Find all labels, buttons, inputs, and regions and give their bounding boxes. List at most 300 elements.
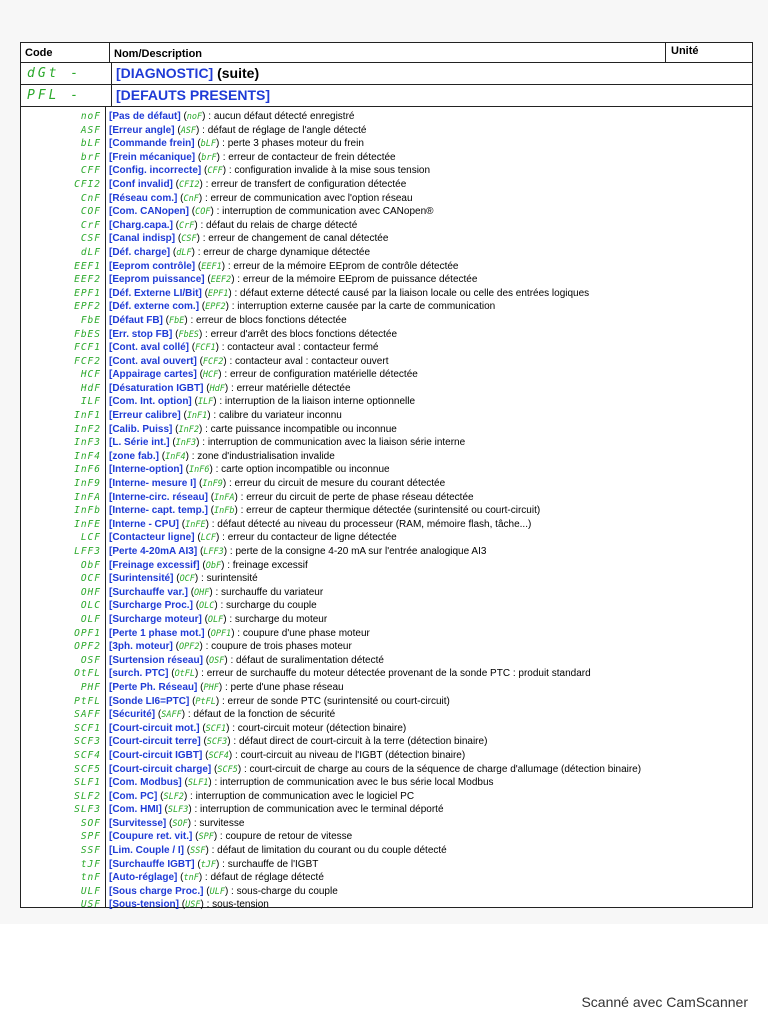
fault-code: OHF xyxy=(80,586,101,598)
fault-name: [Déf. charge] xyxy=(109,246,171,258)
fault-row: [Interne- mesure I] (InF9) : erreur du circuit de mesure du courant détectée xyxy=(109,478,446,490)
fault-code: HdF xyxy=(80,382,101,394)
fault-code-inline: FCF2 xyxy=(202,356,224,367)
fault-description: : défaut de suralimentation détecté xyxy=(230,654,384,666)
fault-row: [Erreur angle] (ASF) : défaut de réglage de l'angle détecté xyxy=(109,124,367,136)
fault-code-inline: CSF xyxy=(181,234,197,245)
fault-code-inline: PHF xyxy=(203,682,219,693)
fault-row: [Sonde LI6=PTC] (PtFL) : erreur de sonde PTC (surintensité ou court-circuit) xyxy=(109,695,450,707)
fault-description: : sous-charge du couple xyxy=(231,885,338,897)
fault-row: [Interne-option] (InF6) : carte option incompatible ou inconnue xyxy=(109,464,390,476)
fault-code-inline: tJF xyxy=(200,859,217,870)
fault-row: [Appairage cartes] (HCF) : erreur de configuration matérielle détectée xyxy=(109,369,418,381)
fault-code-inline: EEF2 xyxy=(210,275,232,286)
fault-name: [Erreur angle] xyxy=(109,124,175,136)
fault-description: : erreur de configuration matérielle détectée xyxy=(224,369,418,381)
fault-row: [Contacteur ligne] (LCF) : erreur du contacteur de ligne détectée xyxy=(109,532,397,544)
fault-description: : défaut de réglage de l'angle détecté xyxy=(202,124,367,136)
fault-code-inline: InFb xyxy=(214,506,235,517)
fault-code: InFE xyxy=(74,518,101,530)
fault-code: OSF xyxy=(80,654,101,666)
fault-code: EEF1 xyxy=(74,260,101,272)
code-column xyxy=(21,107,106,911)
fault-description: : surchauffe du variateur xyxy=(215,586,324,598)
fault-code: brF xyxy=(80,151,101,163)
fault-description: : perte 3 phases moteur du frein xyxy=(222,138,364,150)
fault-row: [L. Série int.] (InF3) : interruption de communication avec la liaison série interne xyxy=(109,437,466,449)
fault-description: : court-circuit moteur (détection binaire) xyxy=(232,722,407,734)
fault-code-inline: EEF1 xyxy=(201,261,222,272)
fault-description: : court-circuit de charge au cours de la séquence de charge d'allumage (détection binaire) xyxy=(243,763,642,775)
fault-name: [Calib. Puiss] xyxy=(109,423,173,435)
fault-code: LCF xyxy=(80,532,101,544)
fault-code-inline: SCF5 xyxy=(217,764,238,775)
fault-name: [Défaut FB] xyxy=(109,314,163,326)
fault-name: [Interne- mesure I] xyxy=(109,478,197,490)
fault-name: [Config. incorrecte] xyxy=(109,165,202,177)
fault-code: FCF1 xyxy=(74,342,101,354)
fault-name: [Freinage excessif] xyxy=(109,559,200,571)
fault-code-inline: EPF1 xyxy=(207,288,229,299)
fault-code-inline: OLF xyxy=(207,614,224,625)
fault-row: [Com. HMI] (SLF3) : interruption de communication avec le terminal déporté xyxy=(109,804,444,816)
fault-row: [Coupure ret. vit.] (SPF) : coupure de retour de vitesse xyxy=(109,831,353,843)
fault-row: [Défaut FB] (FbE) : erreur de blocs fonctions détectée xyxy=(109,314,347,326)
fault-description: : erreur de capteur thermique détectée (surintensité ou court-circuit) xyxy=(240,505,541,517)
fault-code: InF4 xyxy=(74,450,101,462)
fault-code: InF9 xyxy=(74,478,101,490)
fault-code-inline: PtFL xyxy=(195,696,216,707)
fault-name: [Com. CANopen] xyxy=(109,206,189,218)
fault-code: InFA xyxy=(74,491,101,503)
fault-code-inline: SCF3 xyxy=(206,737,228,748)
fault-name: [Frein mécanique] xyxy=(109,151,196,163)
header-code: Code xyxy=(21,43,110,62)
fault-code-inline: USF xyxy=(185,900,201,911)
fault-row: [Pas de défaut] (noF) : aucun défaut détecté enregistré xyxy=(109,111,355,122)
fault-code-inline: SCF4 xyxy=(208,750,229,761)
fault-code: InF2 xyxy=(74,423,101,435)
fault-description: : défaut de limitation du courant ou du couple détecté xyxy=(211,845,447,857)
fault-row: [Config. incorrecte] (CFF) : configuration invalide à la mise sous tension xyxy=(109,165,431,177)
fault-row: [Perte Ph. Réseau] (PHF) : perte d'une phase réseau xyxy=(109,681,344,693)
fault-code-inline: FbE xyxy=(169,315,185,326)
fault-row: [Conf invalid] (CFI2) : erreur de transfert de configuration détectée xyxy=(109,178,407,190)
fault-row: [Charg.capa.] (CrF) : défaut du relais de charge détecté xyxy=(109,219,358,231)
fault-name: [Appairage cartes] xyxy=(109,369,197,381)
fault-name: [zone fab.] xyxy=(109,450,159,462)
fault-name: [Charg.capa.] xyxy=(109,219,173,231)
fault-code: CrF xyxy=(80,219,101,231)
fault-description: : erreur du circuit de perte de phase réseau détectée xyxy=(240,491,474,503)
fault-description: : erreur de transfert de configuration détectée xyxy=(205,178,407,190)
fault-code: SOF xyxy=(80,817,101,829)
fault-description: : coupure d'une phase moteur xyxy=(237,627,370,639)
fault-description: : survitesse xyxy=(193,817,245,829)
fault-code-inline: ULF xyxy=(209,886,225,897)
fault-code: CFF xyxy=(80,165,101,177)
fault-name: [Eeprom contrôle] xyxy=(109,260,196,272)
fault-code-inline: InF3 xyxy=(175,438,197,449)
fault-row: [Calib. Puiss] (InF2) : carte puissance incompatible ou inconnue xyxy=(109,423,397,435)
fault-name: [Interne - CPU] xyxy=(109,518,179,530)
fault-row: [Perte 1 phase mot.] (OPF1) : coupure d'une phase moteur xyxy=(109,627,370,639)
description-column xyxy=(106,107,752,911)
fault-code: tnF xyxy=(80,872,101,884)
fault-row: [Lim. Couple / I] (SSF) : défaut de limitation du courant ou du couple détecté xyxy=(109,845,447,857)
fault-description: : défaut de réglage détecté xyxy=(204,872,324,884)
fault-row: [Interne- capt. temp.] (InFb) : erreur de capteur thermique détectée (surintensité ou court-circuit) xyxy=(109,505,541,517)
fault-row: [Com. Int. option] (ILF) : interruption de la liaison interne optionnelle xyxy=(109,396,416,408)
fault-code: OLF xyxy=(80,613,101,625)
fault-row: [Déf. externe com.] (EPF2) : interruption externe causée par la carte de communication xyxy=(109,301,496,313)
fault-description: : erreur du contacteur de ligne détectée xyxy=(222,532,397,544)
fault-code-inline: OPF1 xyxy=(210,628,232,639)
fault-code-inline: InF6 xyxy=(188,465,210,476)
fault-code: CFI2 xyxy=(74,178,101,190)
fault-description: : interruption de communication avec le terminal déporté xyxy=(194,804,444,816)
fault-row: [Surchauffe var.] (OHF) : surchauffe du variateur xyxy=(109,586,324,598)
fault-description: : interruption de communication avec le bus série local Modbus xyxy=(214,777,494,789)
fault-name: [Désaturation IGBT] xyxy=(109,382,204,394)
fault-row: [Déf. charge] (dLF) : erreur de charge dynamique détectée xyxy=(109,246,371,258)
fault-name: [Cont. aval ouvert] xyxy=(109,355,197,367)
fault-code: noF xyxy=(80,111,101,122)
fault-code-inline: HCF xyxy=(202,370,219,381)
fault-name: [Auto-réglage] xyxy=(109,872,178,884)
fault-description: : erreur de communication avec l'option réseau xyxy=(204,192,413,204)
fault-code-inline: OLC xyxy=(199,601,215,612)
fault-code-inline: SLF2 xyxy=(163,791,184,802)
fault-code: USF xyxy=(80,899,101,911)
fault-description: : contacteur aval : contacteur fermé xyxy=(221,342,379,354)
fault-row: [Surtension réseau] (OSF) : défaut de suralimentation détecté xyxy=(109,654,384,666)
fault-code: SLF2 xyxy=(74,790,101,802)
fault-code-inline: InF1 xyxy=(186,411,208,422)
fault-name: [Coupure ret. vit.] xyxy=(109,831,193,843)
fault-row: [Commande frein] (bLF) : perte 3 phases moteur du frein xyxy=(109,138,364,150)
fault-code-inline: InFE xyxy=(185,519,206,530)
fault-code-inline: noF xyxy=(186,112,203,122)
fault-code: SSF xyxy=(80,845,101,857)
header-name: Nom/Description xyxy=(110,43,666,62)
fault-code: SCF1 xyxy=(74,722,101,734)
fault-code: OLC xyxy=(80,600,101,612)
fault-description: : erreur de contacteur de frein détectée xyxy=(222,151,396,163)
fault-name: [Sonde LI6=PTC] xyxy=(109,695,190,707)
fault-row: [Com. PC] (SLF2) : interruption de communication avec le logiciel PC xyxy=(109,790,415,802)
fault-code: CSF xyxy=(80,233,101,245)
fault-code: SCF5 xyxy=(74,763,101,775)
fault-description: : surintensité xyxy=(201,573,258,585)
fault-row: [Cont. aval collé] (FCF1) : contacteur aval : contacteur fermé xyxy=(109,342,379,354)
fault-code: PHF xyxy=(80,681,101,693)
fault-description: : carte option incompatible ou inconnue xyxy=(215,464,390,476)
table-body xyxy=(21,107,752,911)
fault-name: [Surchauffe var.] xyxy=(109,586,188,598)
fault-description: : coupure de retour de vitesse xyxy=(219,831,353,843)
fault-row: [Sous charge Proc.] (ULF) : sous-charge du couple xyxy=(109,885,338,897)
fault-row: [Eeprom puissance] (EEF2) : erreur de la mémoire EEprom de puissance détectée xyxy=(109,274,478,286)
fault-code: ObF xyxy=(80,559,101,571)
fault-code: CnF xyxy=(80,192,101,204)
fault-row: [Court-circuit mot.] (SCF1) : court-circuit moteur (détection binaire) xyxy=(109,722,407,734)
fault-code: FCF2 xyxy=(74,355,101,367)
fault-name: [Perte 1 phase mot.] xyxy=(109,627,205,639)
fault-name: [Survitesse] xyxy=(109,817,167,829)
fault-code-inline: SAFF xyxy=(161,710,182,721)
fault-code-inline: OSF xyxy=(209,655,225,666)
fault-row: [Frein mécanique] (brF) : erreur de contacteur de frein détectée xyxy=(109,151,396,163)
fault-code-inline: brF xyxy=(201,152,217,163)
section-title: [DIAGNOSTIC] xyxy=(116,65,214,81)
scanner-footer: Scanné avec CamScanner xyxy=(581,994,748,1010)
fault-name: [Court-circuit mot.] xyxy=(109,722,200,734)
fault-description: : erreur de changement de canal détectée xyxy=(202,233,389,245)
fault-description: : sous-tension xyxy=(206,899,269,911)
fault-description: : interruption de la liaison interne optionnelle xyxy=(219,396,416,408)
fault-description: : perte de la consigne 4-20 mA sur l'entrée analogique AI3 xyxy=(229,546,487,557)
fault-code-inline: ObF xyxy=(205,560,222,571)
fault-code-inline: SSF xyxy=(190,846,206,857)
fault-row: [Désaturation IGBT] (HdF) : erreur matérielle détectée xyxy=(109,382,351,394)
fault-code-inline: SCF1 xyxy=(205,723,227,734)
fault-description: : erreur de blocs fonctions détectée xyxy=(190,314,347,326)
fault-code: ILF xyxy=(80,396,101,408)
fault-row: [Déf. Externe LI/Bit] (EPF1) : défaut externe détecté causé par la liaison locale ou celle des entrées logiques xyxy=(109,287,590,299)
fault-code: OtFL xyxy=(74,668,101,680)
fault-description: : défaut de la fonction de sécurité xyxy=(187,709,336,721)
fault-code: SAFF xyxy=(74,709,101,721)
fault-code-inline: ILF xyxy=(197,397,214,408)
fault-name: [3ph. moteur] xyxy=(109,641,173,653)
fault-row: [Sécurité] (SAFF) : défaut de la fonction de sécurité xyxy=(109,709,336,721)
fault-code-inline: LCF xyxy=(200,533,217,544)
fault-name: [Contacteur ligne] xyxy=(109,532,195,544)
fault-name: [Court-circuit terre] xyxy=(109,736,201,748)
fault-name: [Pas de défaut] xyxy=(109,111,181,122)
section-title: [DEFAUTS PRESENTS] xyxy=(116,87,271,103)
fault-code: InF1 xyxy=(74,410,101,422)
table-header xyxy=(21,43,752,63)
fault-code-inline: OPF2 xyxy=(179,642,200,653)
fault-code: InFb xyxy=(74,505,101,517)
section-suffix: (suite) xyxy=(213,65,260,81)
fault-description: : interruption externe causée par la carte de communication xyxy=(231,301,496,313)
fault-code: FbE xyxy=(80,314,101,326)
fault-code: bLF xyxy=(80,138,101,150)
fault-row: [Com. Modbus] (SLF1) : interruption de communication avec le bus série local Modbus xyxy=(109,777,494,789)
section-code: PFL - xyxy=(21,85,112,106)
fault-row: [Surcharge moteur] (OLF) : surcharge du moteur xyxy=(109,613,328,625)
fault-name: [Perte Ph. Réseau] xyxy=(109,681,198,693)
fault-description: : erreur de la mémoire EEprom de contrôle détectée xyxy=(227,260,459,272)
fault-row: [Interne - CPU] (InFE) : défaut détecté au niveau du processeur (RAM, mémoire flash, tâche...) xyxy=(109,518,532,530)
fault-description: : erreur du circuit de mesure du courant détectée xyxy=(228,478,446,490)
fault-description: : erreur matérielle détectée xyxy=(231,382,351,394)
fault-code: ULF xyxy=(80,885,101,897)
fault-code: dLF xyxy=(80,246,101,258)
fault-description: : surcharge du couple xyxy=(220,600,317,612)
fault-name: [Com. Int. option] xyxy=(109,396,192,408)
fault-description: : erreur de charge dynamique détectée xyxy=(197,246,371,258)
fault-row: [Surcharge Proc.] (OLC) : surcharge du couple xyxy=(109,600,317,612)
fault-description: : erreur d'arrêt des blocs fonctions détectée xyxy=(205,328,398,340)
fault-code-inline: HdF xyxy=(209,383,225,394)
section-defauts-presents xyxy=(21,85,752,107)
fault-code: EEF2 xyxy=(74,274,101,286)
fault-row: [surch. PTC] (OtFL) : erreur de surchauffe du moteur détectée provenant de la sonde PTC : produit standard xyxy=(109,668,591,680)
fault-table xyxy=(20,42,753,911)
fault-code-inline: dLF xyxy=(176,247,192,258)
fault-description: : défaut direct de court-circuit à la terre (détection binaire) xyxy=(233,736,488,748)
fault-code: FbES xyxy=(74,328,101,340)
fault-description: : défaut du relais de charge détecté xyxy=(200,219,358,231)
fault-description: : calibre du variateur inconnu xyxy=(213,410,342,422)
fault-description: : configuration invalide à la mise sous tension xyxy=(228,165,431,177)
fault-name: [Sous-tension] xyxy=(109,899,179,911)
fault-row: [3ph. moteur] (OPF2) : coupure de trois phases moteur xyxy=(109,641,352,653)
fault-description: : interruption de communication avec le logiciel PC xyxy=(190,790,415,802)
fault-code: SLF1 xyxy=(74,777,101,789)
fault-name: [Déf. externe com.] xyxy=(109,301,200,313)
fault-name: [Conf invalid] xyxy=(109,178,173,190)
fault-row: [Réseau com.] (CnF) : erreur de communication avec l'option réseau xyxy=(109,192,413,204)
fault-row: [Sous-tension] (USF) : sous-tension xyxy=(109,899,269,911)
fault-code: LFF3 xyxy=(74,546,101,557)
fault-name: [Interne-option] xyxy=(109,464,183,476)
fault-code-inline: CFF xyxy=(207,166,223,177)
fault-description: : contacteur aval : contacteur ouvert xyxy=(229,355,389,367)
fault-name: [Com. PC] xyxy=(109,790,158,802)
fault-name: [Lim. Couple / I] xyxy=(109,845,184,857)
fault-code-inline: FbES xyxy=(178,329,199,340)
fault-code-inline: LFF3 xyxy=(203,547,224,557)
fault-code-inline: CrF xyxy=(179,220,195,231)
fault-description: : interruption de communication avec la liaison série interne xyxy=(202,437,466,449)
fault-row: [Canal indisp] (CSF) : erreur de changement de canal détectée xyxy=(109,233,389,245)
fault-code: SPF xyxy=(80,831,101,843)
fault-code: SLF3 xyxy=(74,804,101,816)
fault-row: [Auto-réglage] (tnF) : défaut de réglage détecté xyxy=(109,872,324,884)
fault-code-inline: COF xyxy=(195,207,211,218)
fault-code: OCF xyxy=(80,573,101,585)
fault-name: [Com. HMI] xyxy=(109,804,162,816)
fault-description: : perte d'une phase réseau xyxy=(224,681,344,693)
fault-code-inline: EPF2 xyxy=(205,302,226,313)
fault-row: [Court-circuit charge] (SCF5) : court-circuit de charge au cours de la séquence de charge d'allumage (détection binaire) xyxy=(109,763,642,775)
fault-name: [Surintensité] xyxy=(109,573,174,585)
fault-row: [Erreur calibre] (InF1) : calibre du variateur inconnu xyxy=(109,410,342,422)
fault-name: [Commande frein] xyxy=(109,138,195,150)
fault-name: [Court-circuit IGBT] xyxy=(109,749,203,761)
fault-code: EPF1 xyxy=(74,287,101,299)
fault-code: tJF xyxy=(80,858,101,870)
fault-description: : erreur de la mémoire EEprom de puissance détectée xyxy=(237,274,478,286)
fault-code-inline: CFI2 xyxy=(179,179,200,190)
fault-code-inline: ASF xyxy=(180,125,197,136)
fault-code-inline: FCF1 xyxy=(195,343,216,354)
fault-description: : freinage excessif xyxy=(227,559,308,571)
fault-name: [surch. PTC] xyxy=(109,668,169,680)
fault-description: : interruption de communication avec CANopen® xyxy=(216,206,434,218)
fault-name: [Perte 4-20mA AI3] xyxy=(109,546,198,557)
fault-row: [Surchauffe IGBT] (tJF) : surchauffe de l'IGBT xyxy=(109,858,319,870)
fault-row: [Com. CANopen] (COF) : interruption de communication avec CANopen® xyxy=(109,206,434,218)
fault-description: : défaut externe détecté causé par la liaison locale ou celle des entrées logiques xyxy=(234,287,590,299)
fault-code: InF3 xyxy=(74,437,101,449)
fault-row: [Err. stop FB] (FbES) : erreur d'arrêt des blocs fonctions détectée xyxy=(109,328,398,340)
fault-name: [Surcharge moteur] xyxy=(109,613,202,625)
fault-code: OPF1 xyxy=(74,627,101,639)
fault-code: SCF4 xyxy=(74,749,101,761)
fault-row: [Court-circuit terre] (SCF3) : défaut direct de court-circuit à la terre (détection binaire) xyxy=(109,736,488,748)
fault-row: [Survitesse] (SOF) : survitesse xyxy=(109,817,245,829)
fault-code-inline: OHF xyxy=(194,587,210,598)
fault-name: [Déf. Externe LI/Bit] xyxy=(109,287,202,299)
fault-description: : court-circuit au niveau de l'IGBT (détection binaire) xyxy=(235,749,466,761)
fault-code: EPF2 xyxy=(74,301,101,313)
header-unit: Unité xyxy=(671,45,699,57)
fault-code: OPF2 xyxy=(74,641,101,653)
fault-code-inline: CnF xyxy=(183,193,199,204)
fault-code: PtFL xyxy=(74,695,101,707)
fault-code-inline: SLF1 xyxy=(187,778,209,789)
fault-code-inline: tnF xyxy=(183,873,199,884)
fault-row: [zone fab.] (InF4) : zone d'industrialisation invalide xyxy=(109,450,335,462)
fault-description: : coupure de trois phases moteur xyxy=(205,641,352,653)
fault-name: [L. Série int.] xyxy=(109,437,170,449)
fault-code: ASF xyxy=(80,124,101,136)
fault-name: [Sous charge Proc.] xyxy=(109,885,204,897)
fault-code: InF6 xyxy=(74,464,101,476)
fault-name: [Canal indisp] xyxy=(109,233,176,245)
fault-description: : aucun défaut détecté enregistré xyxy=(208,111,355,122)
fault-name: [Erreur calibre] xyxy=(109,410,181,422)
fault-name: [Interne-circ. réseau] xyxy=(109,491,208,503)
fault-code-inline: InFA xyxy=(214,492,235,503)
fault-row: [Surintensité] (OCF) : surintensité xyxy=(109,573,258,585)
fault-name: [Err. stop FB] xyxy=(109,328,173,340)
fault-code-inline: bLF xyxy=(200,139,217,150)
fault-row: [Eeprom contrôle] (EEF1) : erreur de la mémoire EEprom de contrôle détectée xyxy=(109,260,459,272)
fault-name: [Eeprom puissance] xyxy=(109,274,205,286)
fault-name: [Réseau com.] xyxy=(109,192,178,204)
fault-code: HCF xyxy=(80,369,101,381)
fault-description: : zone d'industrialisation invalide xyxy=(191,450,335,462)
fault-description: : carte puissance incompatible ou inconnue xyxy=(205,423,397,435)
fault-description: : erreur de surchauffe du moteur détectée provenant de la sonde PTC : produit standard xyxy=(201,668,591,680)
fault-row: [Cont. aval ouvert] (FCF2) : contacteur aval : contacteur ouvert xyxy=(109,355,389,367)
fault-name: [Cont. aval collé] xyxy=(109,342,190,354)
fault-code: SCF3 xyxy=(74,736,101,748)
fault-name: [Surtension réseau] xyxy=(109,654,203,666)
fault-description: : surcharge du moteur xyxy=(229,613,328,625)
fault-name: [Surchauffe IGBT] xyxy=(109,858,195,870)
fault-code-inline: InF2 xyxy=(178,424,199,435)
section-code: dGt - xyxy=(21,63,112,84)
fault-name: [Interne- capt. temp.] xyxy=(109,505,208,517)
fault-code-inline: InF9 xyxy=(202,479,223,490)
fault-code: COF xyxy=(80,206,101,218)
section-diagnostic xyxy=(21,63,752,85)
fault-name: [Surcharge Proc.] xyxy=(109,600,193,612)
fault-name: [Sécurité] xyxy=(109,709,156,721)
fault-name: [Court-circuit charge] xyxy=(109,763,212,775)
fault-name: [Com. Modbus] xyxy=(109,777,182,789)
fault-code-inline: SLF3 xyxy=(167,805,189,816)
fault-description: : surchauffe de l'IGBT xyxy=(222,858,319,870)
